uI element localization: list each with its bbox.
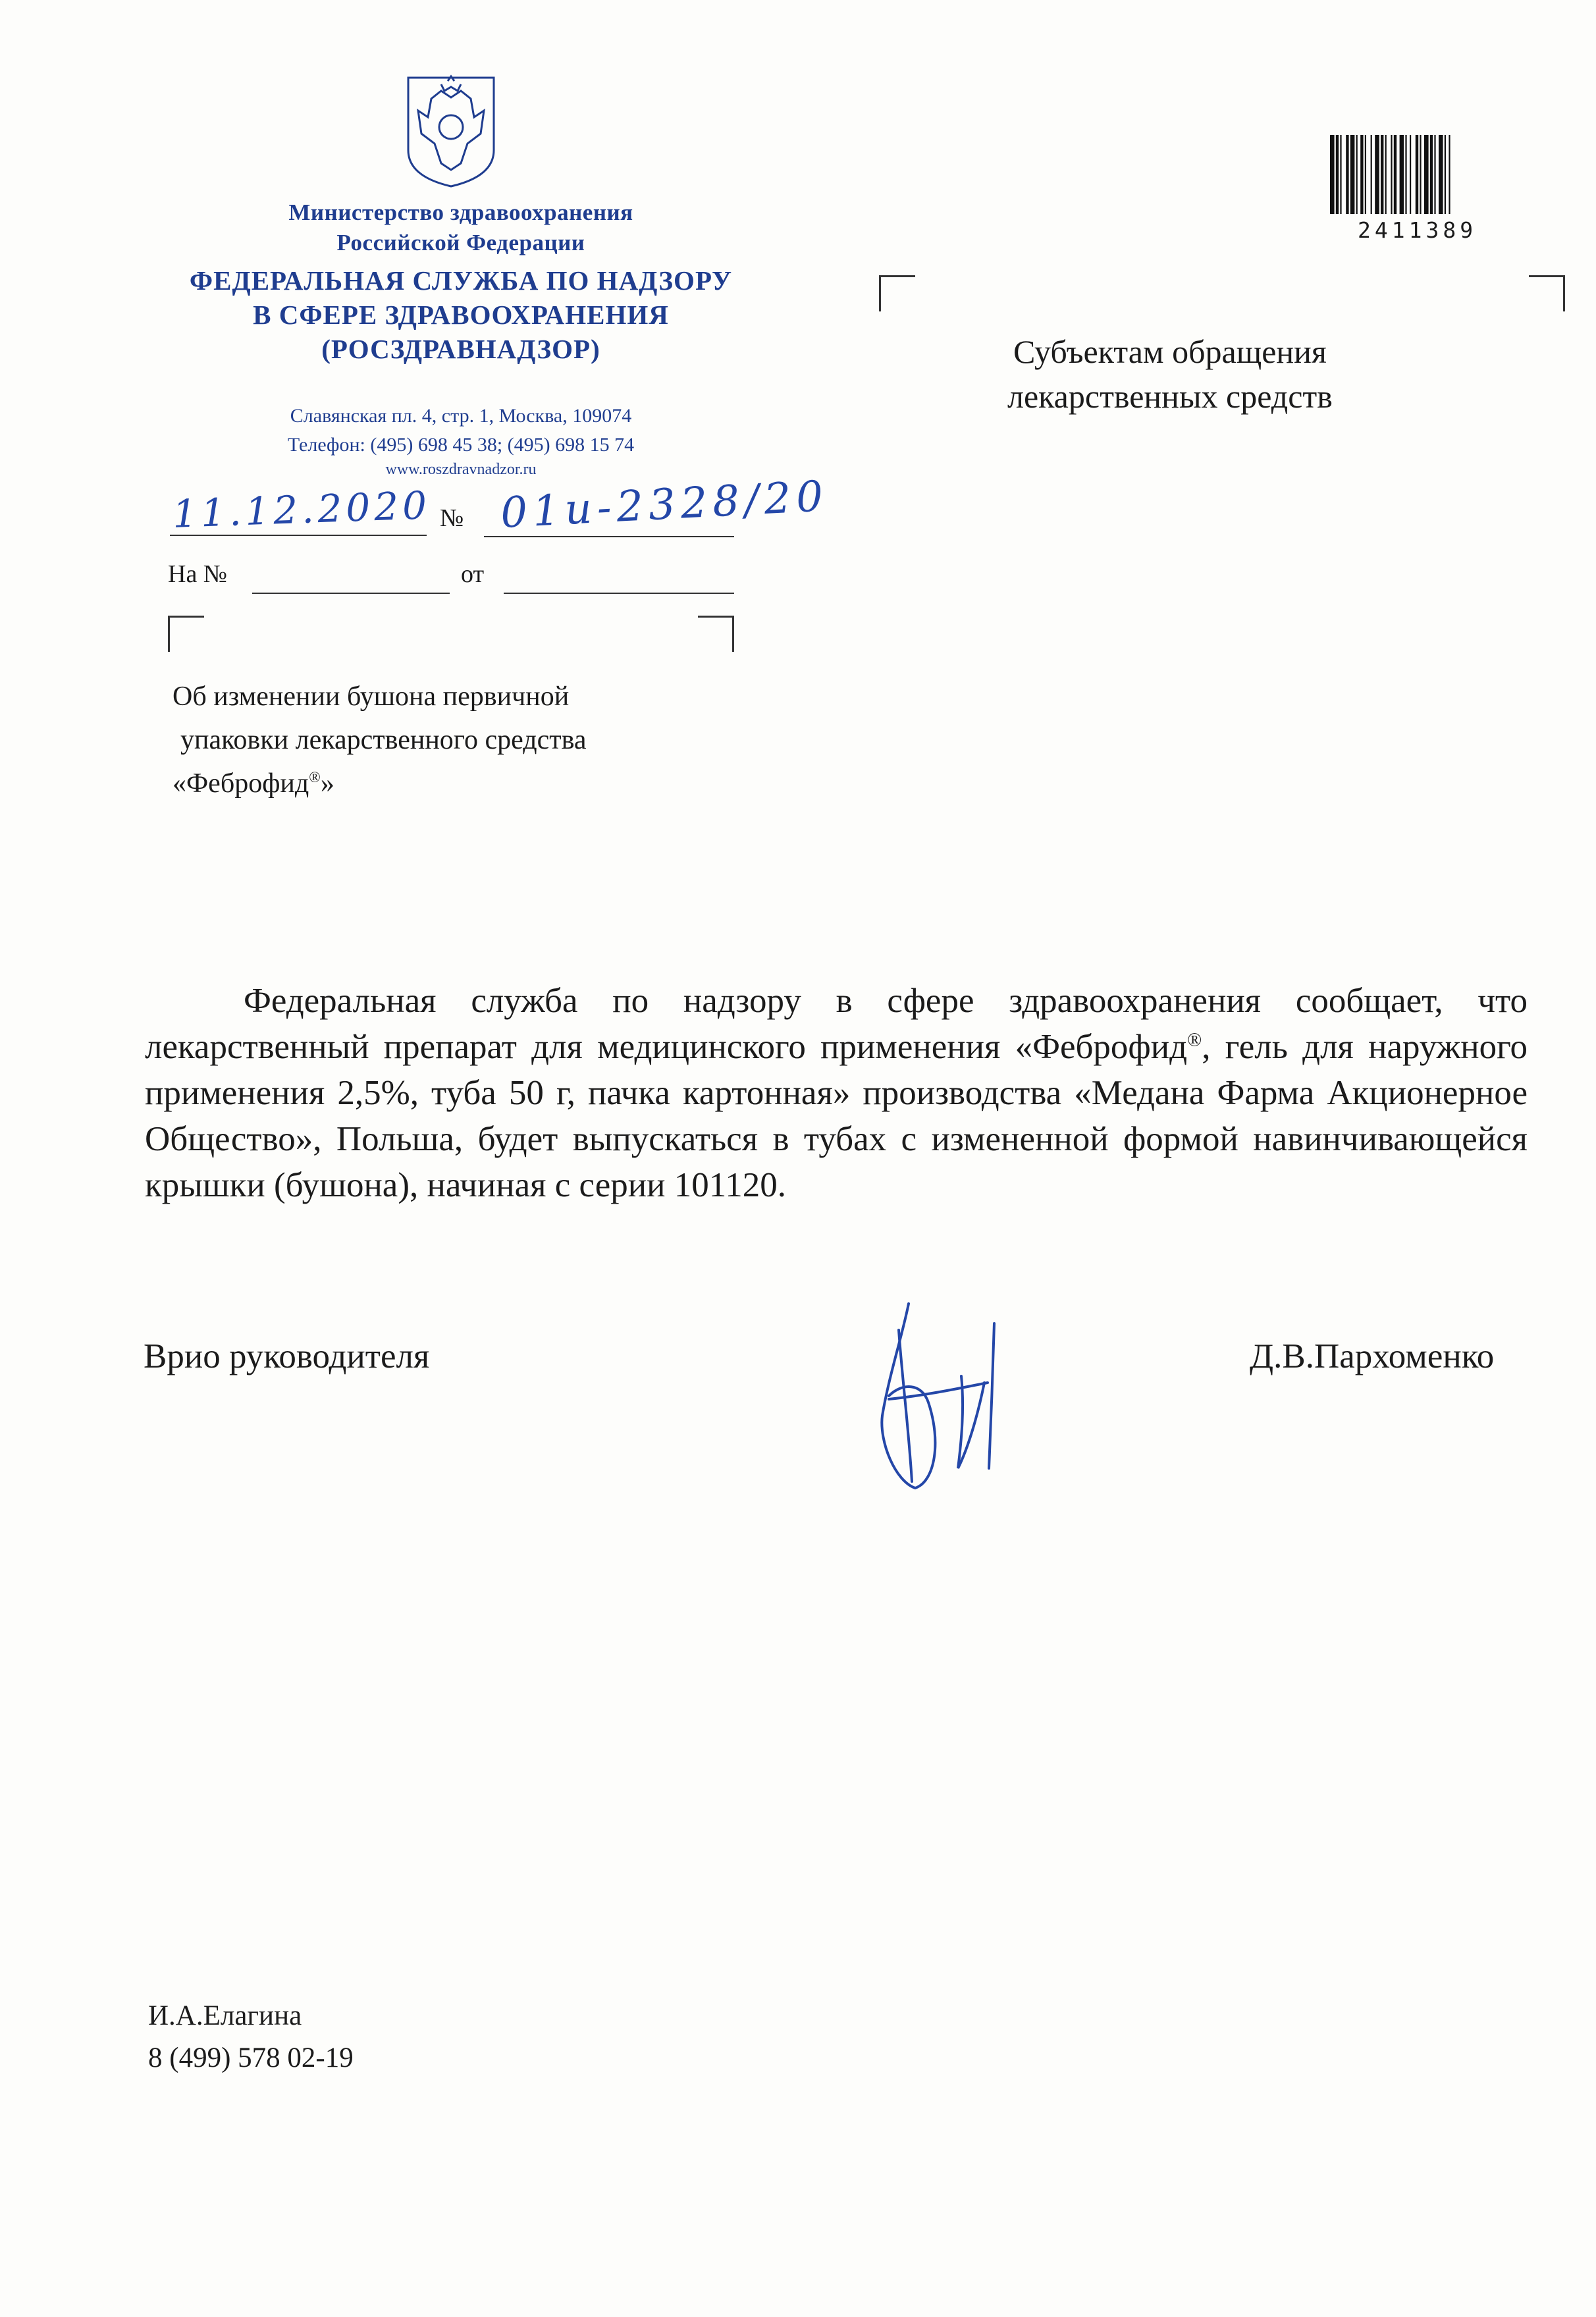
barcode-bar xyxy=(1356,135,1358,214)
number-underline xyxy=(484,535,734,537)
barcode-bar xyxy=(1410,135,1411,214)
barcode-bar xyxy=(1449,135,1450,214)
barcode-bar xyxy=(1424,135,1429,214)
barcode-bar xyxy=(1434,135,1435,214)
date-underline xyxy=(170,533,427,536)
barcode-bar xyxy=(1340,135,1341,214)
agency-name: ФЕДЕРАЛЬНАЯ СЛУЖБА ПО НАДЗОРУ В СФЕРЕ ЗДРАВООХРАНЕНИЯ (РОСЗДРАВНАДЗОР) xyxy=(189,265,733,364)
agency-website: www.roszdravnadzor.ru xyxy=(385,461,537,478)
barcode-icon xyxy=(1330,135,1528,221)
reference-number-label: На № xyxy=(168,560,228,588)
barcode-bar xyxy=(1365,135,1366,214)
ministry-name: Министерство здравоохранения Российской Федерации xyxy=(288,200,633,255)
contact-person: И.А.Елагина 8 (499) 578 02-19 xyxy=(148,2000,354,2073)
subject-bracket-left xyxy=(168,616,204,652)
barcode-bar xyxy=(1385,135,1387,214)
letter-subject: Об изменении бушона первичной упаковки лекарственного средства «Феброфид®» xyxy=(173,681,587,799)
barcode-bar xyxy=(1405,135,1406,214)
reference-date-label: от xyxy=(461,560,485,588)
barcode-bar xyxy=(1346,135,1348,214)
barcode-bar xyxy=(1391,135,1392,214)
barcode-bar xyxy=(1371,135,1372,214)
registration-number: 01и-2328/20 xyxy=(499,472,830,538)
barcode-bar xyxy=(1439,135,1443,214)
barcode-bar xyxy=(1336,135,1339,214)
barcode-bar xyxy=(1360,135,1363,214)
barcode-bar xyxy=(1350,135,1355,214)
recipient: Субъектам обращения лекарственных средств xyxy=(1007,333,1333,415)
barcode-bar xyxy=(1445,135,1446,214)
barcode-number: 2411389 xyxy=(1358,217,1477,243)
handwritten-signature xyxy=(863,1284,1021,1501)
reference-date-line xyxy=(504,591,734,594)
registration-date: 11.12.2020 xyxy=(171,483,432,537)
recipient-bracket-right xyxy=(1529,275,1565,311)
signer-name: Д.В.Пархоменко xyxy=(1250,1337,1495,1375)
barcode-bar xyxy=(1394,135,1396,214)
letter-body: Федеральная служба по надзору в сфере здравоохранения сообщает, что лекарственный препарат для медицинского применения «Феброфид®, гель для наружного применения 2,5%, туба 50 г, пачка картонная» производства «Медана Фарма Акционерное Общество», Польша, будет выпускаться в тубах с измененной формой навинчивающейся крышки (бушона), начиная с серии 101120. xyxy=(145,982,1528,1204)
reference-number-line xyxy=(252,591,450,594)
barcode-bar xyxy=(1400,135,1404,214)
agency-address: Славянская пл. 4, стр. 1, Москва, 109074 Телефон: (495) 698 45 38; (495) 698 15 74 xyxy=(287,405,635,456)
signer-title: Врио руководителя xyxy=(144,1337,430,1375)
recipient-bracket-left xyxy=(879,275,915,311)
barcode-bar xyxy=(1381,135,1383,214)
number-label: № xyxy=(440,504,464,532)
barcode-bar xyxy=(1430,135,1433,214)
barcode-bar xyxy=(1330,135,1335,214)
subject-bracket-right xyxy=(698,616,734,652)
coat-of-arms-icon xyxy=(402,71,500,190)
barcode-bar xyxy=(1420,135,1421,214)
barcode-bar xyxy=(1375,135,1379,214)
barcode-bar xyxy=(1416,135,1418,214)
